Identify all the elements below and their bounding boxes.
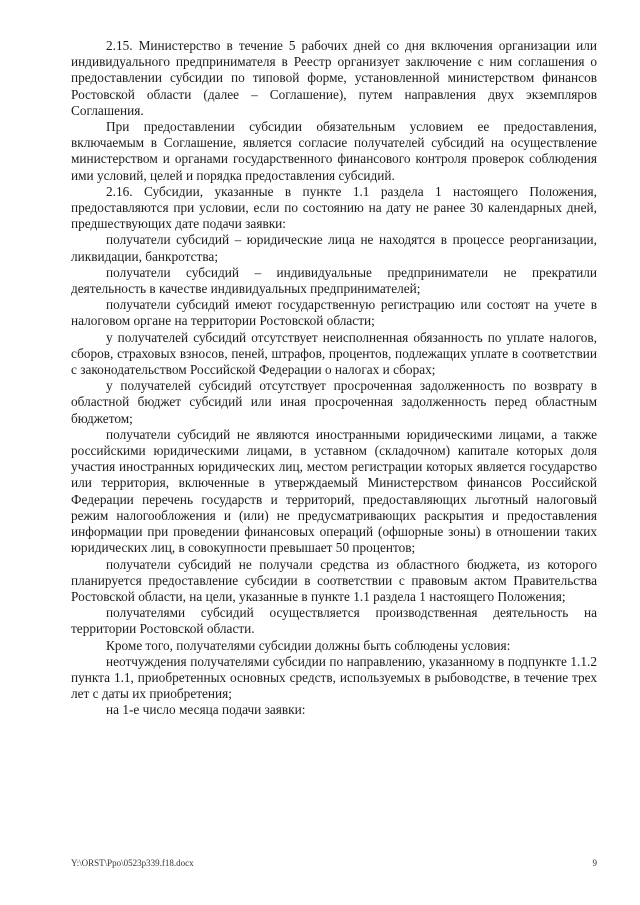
footer-page-number: 9	[592, 858, 597, 868]
paragraph-2-15: 2.15. Министерство в течение 5 рабочих дней со дня включения организации или индивидуального предпринимателя в Реестр организует заключение с ним соглашения о предоставлении субсидии по типовой форме, установленной министерством финансов Ростовской области (далее – Соглашение), путем направления двух экземпляров Соглашения.	[71, 38, 597, 118]
paragraph-entrepreneurs: получатели субсидий – индивидуальные предприниматели не прекратили деятельность в качестве индивидуальных предпринимателей;	[71, 264, 597, 297]
paragraph-first-day: на 1-е число месяца подачи заявки:	[106, 702, 306, 718]
page-footer	[71, 858, 597, 868]
paragraph-production-activity: получателями субсидий осуществляется производственная деятельность на территории Ростовской области.	[71, 605, 597, 637]
paragraph-foreign-entities: получатели субсидий не являются иностранными юридическими лицами, а также российскими юридическими лицами, в уставном (складочном) капитале которых доля участия иностранных юридических лиц, местом регистрации которых является государство или территория, включенные в утверждаемый Министерством финансов Российской Федерации перечень государств и территорий, предоставляющих льготный налоговый режим налогообложения и (или) не предусматривающих раскрытия и предоставления информации при проведении финансовых операций (офшорные зоны) в отношении таких юридических лиц, в совокупности превышает 50 процентов;	[71, 426, 597, 556]
paragraph-budget-funds: получатели субсидий не получали средства из областного бюджета, из которого планируется предоставление субсидии в соответствии с правовым актом Правительства Ростовской области, на цели, указанные в пункте 1.1 раздела 1 настоящего Положения;	[71, 556, 597, 604]
paragraph-tax-obligations: у получателей субсидий отсутствует неисполненная обязанность по уплате налогов, сборов, страховых взносов, пеней, штрафов, процентов, подлежащих уплате в соответствии с законодательством Российской Федерации о налогах и сборах;	[71, 329, 597, 378]
paragraph-additional-conditions: Кроме того, получателями субсидии должны быть соблюдены условия:	[106, 637, 511, 653]
footer-file-path: Y:\ORST\Ppo\0523p339.f18.docx	[71, 858, 194, 868]
paragraph-registration: получатели субсидий имеют государственную регистрацию или состоят на учете в налоговом органе на территории Ростовской области;	[71, 297, 597, 329]
paragraph-non-alienation: неотчуждения получателями субсидии по направлению, указанному в подпункте 1.1.2 пункта 1.1, приобретенных основных средств, используемых в рыбоводстве, в течение трех лет с даты их приобретения;	[71, 653, 597, 702]
paragraph-overdue-debt: у получателей субсидий отсутствует просроченная задолженность по возврату в областной бюджет субсидий или иная просроченная задолженность перед областным бюджетом;	[71, 378, 597, 426]
paragraph-subsidy-condition: При предоставлении субсидии обязательным условием ее предоставления, включаемым в Соглашение, является согласие получателей субсидий на осуществление министерством и органами государственного финансового контроля проверок соблюдения ими условий, целей и порядка предоставления субсидий.	[71, 119, 597, 183]
paragraph-legal-entities: получатели субсидий – юридические лица не находятся в процессе реорганизации, ликвидации, банкротства;	[71, 232, 597, 264]
paragraph-2-16: 2.16. Субсидии, указанные в пункте 1.1 раздела 1 настоящего Положения, предоставляются при условии, если по состоянию на дату не ранее 30 календарных дней, предшествующих дате подачи заявки:	[71, 183, 597, 232]
document-page	[71, 38, 597, 719]
